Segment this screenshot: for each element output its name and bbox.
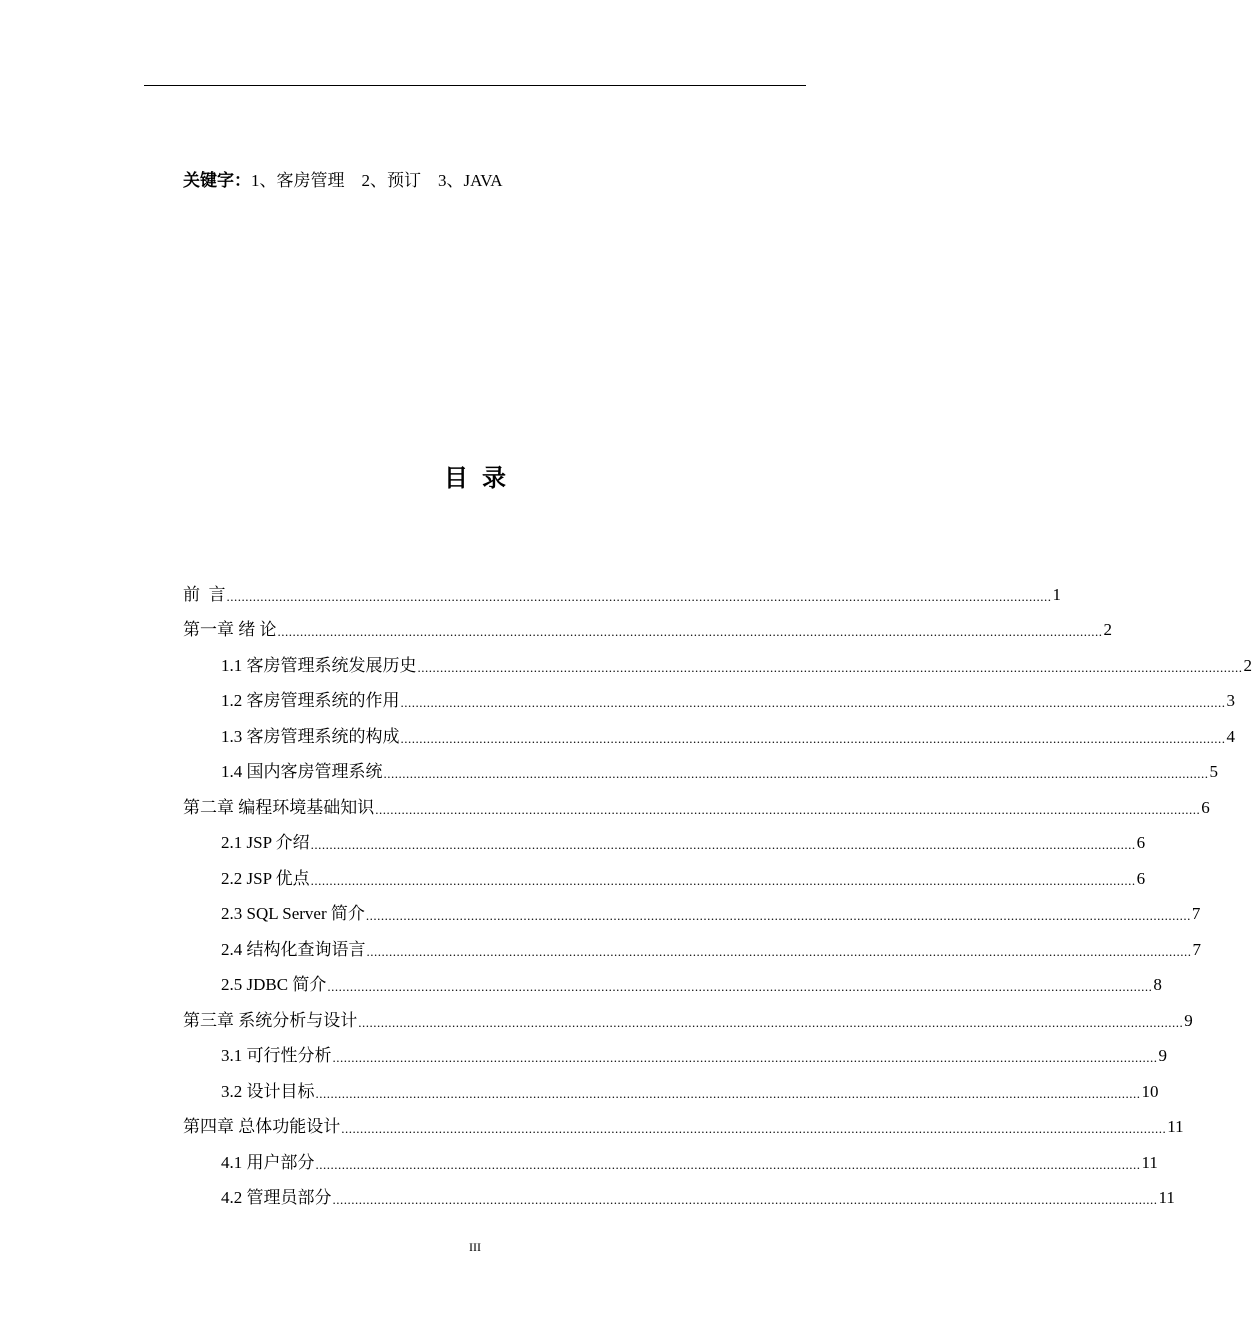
toc-dot-leader: ............................................................................................................................................................................................................................ — [332, 1050, 1158, 1065]
toc-dot-leader: ............................................................................................................................................................................................................................ — [332, 1192, 1158, 1207]
toc-entry-label: 4.1 用户部分 — [221, 1152, 315, 1172]
toc-entry[interactable] — [183, 747, 1218, 783]
toc-entry-page: 6 — [1136, 868, 1146, 888]
toc-entry-label: 3.2 设计目标 — [221, 1081, 315, 1101]
toc-entry[interactable] — [183, 711, 1235, 747]
table-of-contents — [183, 569, 1252, 1208]
keywords-label: 关键字： — [183, 171, 251, 190]
toc-entry-label: 4.2 管理员部分 — [221, 1188, 332, 1207]
toc-entry-page: 11 — [1141, 1152, 1158, 1172]
toc-dot-leader: ............................................................................................................................................................................................................................ — [365, 908, 1191, 923]
toc-entry-label: 2.2 JSP 优点 — [221, 868, 310, 888]
toc-entry-page: 6 — [1136, 833, 1146, 852]
toc-dot-leader: ............................................................................................................................................................................................................................ — [327, 979, 1153, 994]
toc-entry-page: 11 — [1167, 1117, 1184, 1136]
keywords-line — [183, 166, 503, 191]
toc-entry[interactable] — [183, 1173, 1175, 1209]
toc-dot-leader: ............................................................................................................................................................................................................................ — [375, 801, 1201, 817]
toc-entry-label: 1.2 客房管理系统的作用 — [221, 691, 400, 710]
toc-entry[interactable] — [183, 782, 1210, 818]
toc-entry[interactable] — [183, 960, 1162, 996]
toc-entry-page: 1 — [1052, 584, 1061, 604]
toc-dot-leader: ............................................................................................................................................................................................................................ — [383, 766, 1209, 781]
toc-entry-label: 第二章 编程环境基础知识 — [183, 797, 375, 817]
toc-entry-page: 11 — [1158, 1188, 1175, 1207]
page-number: III — [469, 1240, 481, 1254]
toc-entry[interactable] — [183, 569, 1061, 605]
toc-entry-page: 5 — [1209, 762, 1218, 781]
toc-entry-page: 3 — [1226, 691, 1235, 710]
toc-entry-page: 6 — [1201, 797, 1210, 817]
toc-entry-label: 1.1 客房管理系统发展历史 — [221, 655, 417, 675]
toc-entry-label: 1.3 客房管理系统的构成 — [221, 726, 400, 746]
toc-entry-page: 9 — [1184, 1010, 1193, 1030]
toc-dot-leader: ............................................................................................................................................................................................................................ — [400, 730, 1226, 746]
toc-entry-page: 7 — [1192, 939, 1201, 959]
toc-entry[interactable] — [183, 1137, 1158, 1173]
toc-dot-leader: ............................................................................................................................................................................................................................ — [310, 837, 1136, 852]
toc-entry[interactable] — [183, 1102, 1184, 1138]
header-rule — [144, 85, 806, 86]
toc-dot-leader: ............................................................................................................................................................................................................................ — [310, 872, 1136, 888]
toc-title: 目录 — [444, 466, 520, 492]
toc-entry-page: 7 — [1191, 904, 1201, 923]
toc-entry[interactable] — [183, 1066, 1159, 1102]
toc-entry-label: 2.5 JDBC 简介 — [221, 975, 327, 994]
toc-entry-label: 第三章 系统分析与设计 — [183, 1010, 358, 1030]
toc-entry[interactable] — [183, 853, 1146, 889]
toc-entry[interactable] — [183, 924, 1201, 960]
toc-dot-leader: ............................................................................................................................................................................................................................ — [277, 624, 1103, 639]
toc-entry-label: 3.1 可行性分析 — [221, 1046, 332, 1065]
toc-entry-page: 2 — [1243, 655, 1252, 675]
toc-entry-label: 2.4 结构化查询语言 — [221, 939, 366, 959]
toc-entry[interactable] — [183, 889, 1201, 925]
toc-entry[interactable] — [183, 605, 1112, 641]
toc-entry-page: 4 — [1226, 726, 1235, 746]
toc-entry-page: 9 — [1158, 1046, 1167, 1065]
toc-entry-label: 2.3 SQL Server 简介 — [221, 904, 365, 923]
toc-entry-label: 2.1 JSP 介绍 — [221, 833, 310, 852]
toc-entry-label: 前 言 — [183, 584, 226, 604]
toc-entry[interactable] — [183, 818, 1146, 854]
toc-dot-leader: ............................................................................................................................................................................................................................ — [315, 1156, 1141, 1172]
toc-dot-leader: ............................................................................................................................................................................................................................ — [315, 1085, 1141, 1101]
toc-entry-label: 第四章 总体功能设计 — [183, 1117, 341, 1136]
toc-entry[interactable] — [183, 1031, 1167, 1067]
toc-entry-page: 10 — [1141, 1081, 1159, 1101]
toc-entry[interactable] — [183, 640, 1252, 676]
toc-dot-leader: ............................................................................................................................................................................................................................ — [358, 1014, 1184, 1030]
toc-dot-leader: ............................................................................................................................................................................................................................ — [366, 943, 1192, 959]
toc-entry-page: 8 — [1153, 975, 1162, 994]
toc-entry-label: 第一章 绪 论 — [183, 620, 277, 639]
toc-dot-leader: ............................................................................................................................................................................................................................ — [341, 1121, 1167, 1136]
toc-entry-label: 1.4 国内客房管理系统 — [221, 762, 383, 781]
toc-entry-page: 2 — [1103, 620, 1112, 639]
toc-entry[interactable] — [183, 676, 1235, 712]
keywords-text: 1、客房管理 2、预订 3、JAVA — [251, 171, 503, 190]
toc-dot-leader: ............................................................................................................................................................................................................................ — [226, 588, 1052, 604]
toc-dot-leader: ............................................................................................................................................................................................................................ — [400, 695, 1226, 710]
toc-dot-leader: ............................................................................................................................................................................................................................ — [417, 659, 1243, 675]
toc-entry[interactable] — [183, 995, 1193, 1031]
